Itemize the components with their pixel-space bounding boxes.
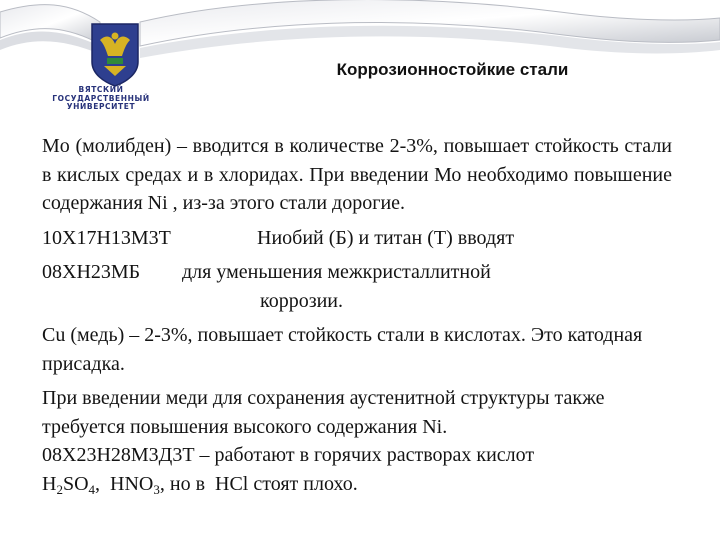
formula-h2so4-h: H xyxy=(42,472,57,495)
university-name-line3: УНИВЕРСИТЕТ xyxy=(66,102,136,111)
slide-title: Коррозионностойкие стали xyxy=(336,60,569,79)
paragraph-copper: Cu (медь) – 2-3%, повышает стойкость стали в кислотах. Это катодная присадка. xyxy=(42,324,643,375)
ribbon-left xyxy=(0,5,100,54)
steel-grade-1: 10Х17Н13М3Т xyxy=(42,226,171,249)
formula-h2so4-so: SO xyxy=(62,472,89,495)
paragraph-austenite: При введении меди для сохранения аустенитной структуры также требуется повышения высокого содержания Ni. xyxy=(42,387,605,438)
paragraph-grade-3: 08Х23Н28М3Д3Т – работают в горячих растворах кислот xyxy=(42,444,535,466)
grade-note-2-cont: коррозии. xyxy=(260,289,344,312)
university-name-line1: ВЯТСКИЙ xyxy=(78,85,124,94)
acids-tail-text: , но в HCl стоят плохо. xyxy=(159,472,358,495)
grade-row-2 xyxy=(42,258,672,287)
grade-row-1 xyxy=(42,224,672,253)
formula-h2so4-sub-4: 4 xyxy=(88,481,96,497)
formula-hno3-hno: HNO xyxy=(110,472,154,495)
grade-note-1: Ниобий (Б) и титан (Т) вводят xyxy=(257,226,515,249)
acids-line xyxy=(42,470,672,499)
steel-grade-2: 08ХН23МБ xyxy=(42,261,141,283)
paragraph-molybdenum: Mo (молибден) – вводится в количестве 2-3%, повышает стойкость стали в кислых средах и в хлоридах. При введении Мо необходимо повышение содержания Ni , из-за этого стали дорогие. xyxy=(42,135,672,214)
formula-hno3-sub-3: 3 xyxy=(153,481,160,497)
university-name xyxy=(36,86,166,112)
formula-separator: , xyxy=(95,472,111,495)
grade-note-2: для уменьшения межкристаллитной xyxy=(182,261,491,283)
slide-body xyxy=(42,132,672,498)
university-name-line2: ГОСУДАРСТВЕННЫЙ xyxy=(52,93,150,103)
ribbon-right xyxy=(140,0,720,58)
formula-h2so4-sub-2: 2 xyxy=(56,481,63,497)
